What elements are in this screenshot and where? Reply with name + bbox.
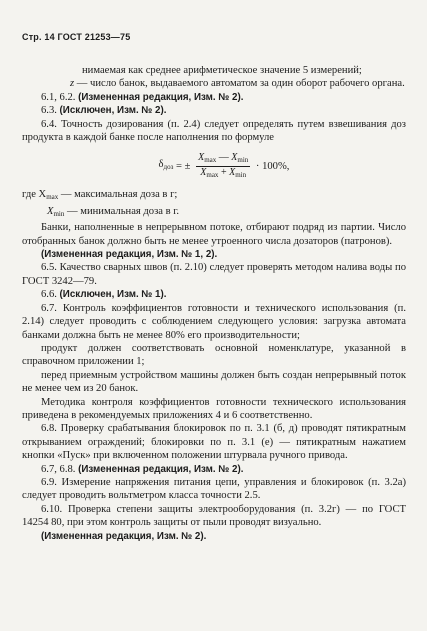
- var-z: z: [70, 78, 75, 90]
- methodology-paragraph: Методика контроля коэффициентов готовности технического использования приведена в рекомендуемых приложениях 4 и 6 соответственно.: [22, 396, 406, 421]
- formula-delta: δ: [158, 159, 164, 171]
- clause-6-9: 6.9. Измерение напряжения питания цепи, управления и блокировок (п. 3.2а) следует проводить вольтметром класса точности 2.5.: [22, 476, 406, 502]
- sampling-paragraph: Банки, наполненные в непрерывном потоке, отбирают подряд из партии. Число отобранных банок должно быть не менее утроенного числа дозаторов (патронов).: [22, 222, 406, 247]
- formula-eq: = ±: [173, 160, 194, 172]
- num-op: —: [216, 151, 232, 163]
- where-xmin-sub: min: [53, 209, 65, 218]
- clause-6-8: 6.8. Проверку срабатывания блокировок по п. 3.1 (б, д) проводят пятикратным открыванием ограждений; блокировки по п. 3.1 (е) — пятикратным нажатием кнопки «Пуск» при включенном положении штурвала ручного привода.: [22, 423, 406, 462]
- formula-tail: · 100%,: [253, 160, 290, 172]
- dosing-accuracy-formula: [42, 146, 406, 186]
- clause-6-1-6-2: [22, 91, 406, 104]
- amendment-note: (Измененная редакция, Изм. № 1, 2).: [41, 249, 218, 261]
- document-body: [22, 64, 406, 543]
- clause-6-4: 6.4. Точность дозирования (п. 2.4) следует определять путем взвешивания доз продукта в каждой банке после наполнения по формуле: [22, 118, 406, 144]
- den-x2-sub: min: [235, 170, 247, 179]
- clause-6-6: [22, 288, 406, 301]
- formula-delta-sub: доз: [163, 163, 174, 172]
- num-x1-sub: max: [204, 155, 217, 164]
- where-xmax-sub: max: [46, 193, 59, 202]
- where-xmax: [22, 188, 406, 204]
- amendment-note: (Измененная редакция, Изм. № 2).: [41, 530, 207, 542]
- condition-flow: перед приемным устройством машины должен быть создан непрерывный поток не менее чем из 20 банок.: [22, 369, 406, 395]
- num-x2-sub: min: [237, 155, 249, 164]
- amendment-note: (Измененная редакция, Изм. № 2).: [78, 463, 244, 475]
- variable-definition-z: [22, 77, 406, 90]
- clause-6-10: 6.10. Проверка степени защиты электрооборудования (п. 3.2г) — по ГОСТ 14254 80, при этом контроль защиты от пыли проводят визуально.: [22, 503, 406, 529]
- page-header: Стр. 14 ГОСТ 21253—75: [22, 32, 131, 42]
- clause-number: 6.1, 6.2.: [41, 91, 79, 103]
- paragraph-continuation: нимаемая как среднее арифметическое значение 5 измерений;: [82, 65, 362, 76]
- clause-6-3: [22, 104, 406, 117]
- where-xmin-var: X: [47, 205, 54, 217]
- den-op: +: [218, 166, 230, 178]
- formula-denominator: [198, 167, 248, 181]
- clause-6-7-6-8: [22, 463, 406, 476]
- var-z-text: — число банок, выдаваемого автоматом за один оборот рабочего органа.: [74, 78, 405, 90]
- where-label: где X: [22, 189, 47, 201]
- formula-fraction: [196, 152, 250, 181]
- clause-number: 6.7, 6.8.: [41, 463, 79, 475]
- formula-numerator: [196, 152, 250, 167]
- where-xmax-text: — максимальная доза в г;: [58, 189, 178, 201]
- excluded-note: (Исключен, Изм. № 1).: [59, 289, 167, 301]
- den-x1-sub: max: [206, 170, 219, 179]
- num-x1: X: [198, 151, 205, 163]
- excluded-note: (Исключен, Изм. № 2).: [59, 105, 167, 117]
- formula-lhs: [159, 158, 174, 174]
- clause-6-5: 6.5. Качество сварных швов (п. 2.10) следует проверять методом налива воды по ГОСТ 3242—79.: [22, 262, 406, 287]
- clause-number: 6.6.: [41, 289, 60, 301]
- clause-number: 6.3.: [41, 105, 60, 117]
- den-x1: X: [200, 166, 207, 178]
- condition-product: продукт должен соответствовать основной номенклатуре, указанной в справочном приложении 1;: [22, 342, 406, 368]
- den-x2: X: [229, 166, 236, 178]
- where-xmin-text: — минимальная доза в г.: [64, 205, 180, 217]
- where-xmin: [22, 205, 406, 221]
- clause-6-7: 6.7. Контроль коэффициентов готовности и технического использования (п. 2.14) следует проводить с соблюдением следующего условия: загрузка автомата банками должна быть не менее 80% его производительности;: [22, 302, 406, 341]
- num-x2: X: [231, 151, 238, 163]
- amendment-note: (Измененная редакция, Изм. № 2).: [78, 91, 244, 103]
